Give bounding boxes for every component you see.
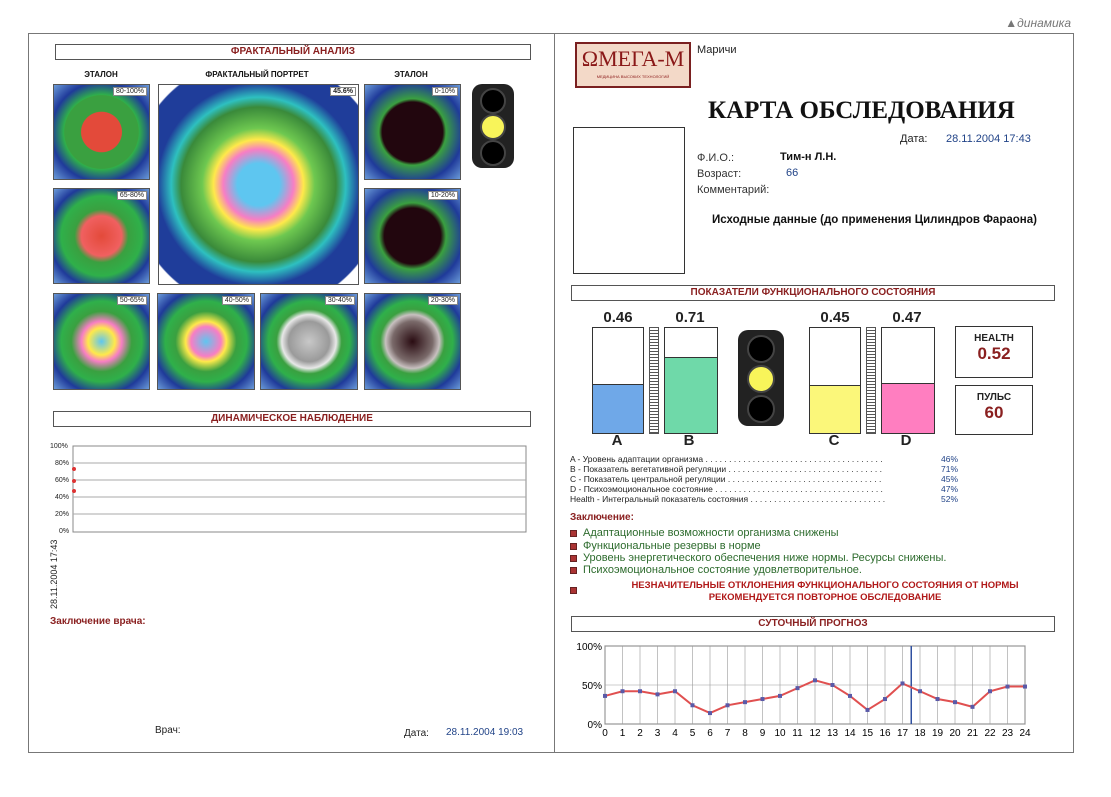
conclusion-item: Психоэмоциональное состояние удовлетворительное. bbox=[570, 564, 862, 576]
forecast-point bbox=[673, 689, 677, 693]
etalon-tile-30-40 bbox=[260, 293, 358, 390]
dynamic-date-label: 28.11.2004 17:43 bbox=[49, 539, 59, 609]
forecast-x-tick: 22 bbox=[984, 728, 996, 739]
dynamic-chart bbox=[45, 442, 535, 542]
forecast-x-tick: 7 bbox=[724, 728, 731, 739]
bar-a-value: 0.46 bbox=[603, 309, 633, 326]
bar-b-letter: B bbox=[683, 432, 695, 449]
forecast-x-tick: 18 bbox=[914, 728, 926, 739]
warning-line-2: РЕКОМЕНДУЕТСЯ ПОВТОРНОЕ ОБСЛЕДОВАНИЕ bbox=[708, 592, 942, 603]
fractal-portrait-caption: ФРАКТАЛЬНЫЙ ПОРТРЕТ bbox=[205, 70, 309, 79]
bar-d-fill bbox=[882, 383, 934, 433]
dynamic-y-tick-60: 60% bbox=[55, 477, 70, 484]
etalon-tile-0-10 bbox=[364, 84, 461, 180]
forecast-point bbox=[796, 686, 800, 690]
forecast-x-tick: 9 bbox=[759, 728, 766, 739]
exam-date-label: Дата: bbox=[900, 133, 928, 145]
yellow-lamp bbox=[480, 114, 506, 140]
forecast-point bbox=[953, 700, 957, 704]
health-label: HEALTH bbox=[974, 333, 1014, 344]
tile-label: 65-80% bbox=[117, 191, 147, 200]
forecast-point bbox=[726, 703, 730, 707]
dynamic-y-tick-0: 0% bbox=[59, 528, 70, 535]
traffic-light-icon bbox=[738, 330, 784, 426]
forecast-x-tick: 1 bbox=[619, 728, 626, 739]
forecast-point bbox=[971, 705, 975, 709]
forecast-point bbox=[866, 708, 870, 712]
forecast-point bbox=[691, 703, 695, 707]
bar-c-letter: C bbox=[828, 432, 840, 449]
tile-label: 40-50% bbox=[222, 296, 252, 305]
conclusion-label: Заключение: bbox=[570, 512, 634, 523]
health-value: 0.52 bbox=[977, 344, 1011, 363]
bar-a-tube bbox=[592, 327, 644, 434]
forecast-point bbox=[1006, 685, 1010, 689]
tile-label: 0-10% bbox=[432, 87, 458, 96]
forecast-point bbox=[621, 689, 625, 693]
tile-label: 20-30% bbox=[428, 296, 458, 305]
bar-scale-ruler bbox=[649, 327, 659, 434]
forecast-x-tick: 23 bbox=[1001, 728, 1014, 739]
warning-bullet bbox=[570, 582, 583, 600]
age-label: Возраст: bbox=[697, 168, 742, 180]
forecast-x-tick: 16 bbox=[879, 728, 891, 739]
pulse-value: 60 bbox=[984, 403, 1004, 422]
watermark-text: динамика bbox=[1017, 16, 1071, 30]
traffic-light-icon bbox=[472, 84, 514, 168]
forecast-point bbox=[656, 692, 660, 696]
logo-subtitle: МЕДИЦИНА ВЫСОКИХ ТЕХНОЛОГИЙ bbox=[596, 74, 670, 79]
tile-label: 30-40% bbox=[325, 296, 355, 305]
fio-label: Ф.И.О.: bbox=[697, 152, 735, 164]
dynamic-observation-header: ДИНАМИЧЕСКОЕ НАБЛЮДЕНИЕ bbox=[53, 411, 531, 427]
left-date-label: Дата: bbox=[404, 728, 429, 739]
dynamic-chart-svg bbox=[45, 442, 535, 542]
forecast-x-tick: 4 bbox=[672, 728, 678, 739]
bar-c-value: 0.45 bbox=[820, 309, 850, 326]
tile-label: 80-100% bbox=[113, 87, 147, 96]
forecast-x-tick: 6 bbox=[707, 728, 713, 739]
portrait-percent: 45.6% bbox=[330, 87, 356, 96]
forecast-point bbox=[988, 689, 992, 693]
legend-row: D - Психоэмоциональное состояние . . . . . . . . . . . . . . . . . . . . . . . . . . . . . . . . . . . . 47% bbox=[570, 484, 958, 494]
watermark-logo: ▲динамика bbox=[1005, 16, 1071, 30]
forecast-x-tick: 13 bbox=[826, 728, 839, 739]
bar-d-letter: D bbox=[900, 432, 912, 449]
legend-row: A - Уровень адаптации организма . . . . . . . . . . . . . . . . . . . . . . . . . . . . . . . . . . . . . . 46% bbox=[570, 454, 958, 464]
red-lamp bbox=[480, 88, 506, 114]
daily-forecast-header: СУТОЧНЫЙ ПРОГНОЗ bbox=[571, 616, 1055, 632]
dynamic-y-tick-20: 20% bbox=[55, 511, 70, 518]
forecast-x-tick: 17 bbox=[896, 728, 909, 739]
forecast-x-tick: 11 bbox=[792, 728, 803, 739]
etalon-tile-50-65 bbox=[53, 293, 150, 390]
forecast-point bbox=[603, 694, 607, 698]
health-box bbox=[955, 326, 1033, 378]
bar-b-fill bbox=[665, 357, 717, 433]
warning-line-1: НЕЗНАЧИТЕЛЬНЫЕ ОТКЛОНЕНИЯ ФУНКЦИОНАЛЬНОГО СОСТОЯНИЯ ОТ НОРМЫ bbox=[631, 580, 1019, 591]
etalon-tile-65-80 bbox=[53, 188, 150, 284]
forecast-x-tick: 0 bbox=[602, 728, 608, 739]
legend-row: B - Показатель вегетативной регуляции . . . . . . . . . . . . . . . . . . . . . . . . . . . . . . . . . 71% bbox=[570, 464, 958, 474]
forecast-x-tick: 24 bbox=[1019, 728, 1031, 739]
forecast-y-tick: 100% bbox=[576, 642, 602, 653]
bar-scale-ruler bbox=[866, 327, 876, 434]
omega-logo bbox=[575, 42, 691, 88]
green-lamp bbox=[480, 140, 506, 166]
forecast-point bbox=[638, 689, 642, 693]
organization-name: Маричи bbox=[697, 44, 737, 56]
forecast-x-tick: 21 bbox=[966, 728, 979, 739]
comment-label: Комментарий: bbox=[697, 184, 770, 196]
conclusion-item: Функциональные резервы в норме bbox=[570, 540, 761, 552]
forecast-point bbox=[848, 694, 852, 698]
forecast-point bbox=[831, 683, 835, 687]
comment-value: Исходные данные (до применения Цилиндров Фараона) bbox=[712, 214, 1037, 226]
forecast-point bbox=[936, 697, 940, 701]
fio-value: Тим-н Л.Н. bbox=[780, 151, 837, 163]
etalon-left-caption: ЭТАЛОН bbox=[84, 70, 118, 79]
forecast-point bbox=[813, 678, 817, 682]
forecast-x-tick: 15 bbox=[861, 728, 874, 739]
logo-text: ΩМЕГА-М bbox=[581, 46, 685, 71]
forecast-point bbox=[761, 697, 765, 701]
doctor-label: Врач: bbox=[155, 725, 181, 736]
pulse-label: ПУЛЬС bbox=[976, 392, 1012, 403]
tile-label: 50-65% bbox=[117, 296, 147, 305]
bar-d-tube bbox=[881, 327, 935, 434]
forecast-x-tick: 2 bbox=[637, 728, 643, 739]
bar-b-value: 0.71 bbox=[675, 309, 705, 326]
tile-label: 10-20% bbox=[428, 191, 458, 200]
dynamic-y-tick-80: 80% bbox=[55, 460, 70, 467]
yellow-lamp bbox=[747, 365, 775, 393]
forecast-x-tick: 14 bbox=[844, 728, 856, 739]
exam-date-value: 28.11.2004 17:43 bbox=[946, 133, 1031, 145]
daily-forecast-chart bbox=[560, 638, 1060, 744]
forecast-point bbox=[901, 681, 905, 685]
forecast-y-tick: 50% bbox=[581, 681, 602, 692]
forecast-x-tick: 5 bbox=[689, 728, 696, 739]
etalon-tile-20-30 bbox=[364, 293, 461, 390]
etalon-tile-10-20 bbox=[364, 188, 461, 284]
age-value: 66 bbox=[786, 167, 799, 179]
conclusion-item: Уровень энергетического обеспечения ниже нормы. Ресурсы снижены. bbox=[570, 552, 946, 564]
etalon-right-caption: ЭТАЛОН bbox=[394, 70, 428, 79]
forecast-point bbox=[883, 697, 887, 701]
fractal-analysis-header: ФРАКТАЛЬНЫЙ АНАЛИЗ bbox=[55, 44, 531, 60]
legend-row: C - Показатель центральной регуляции . . . . . . . . . . . . . . . . . . . . . . . . . . . . . . . . . 45% bbox=[570, 474, 958, 484]
etalon-tile-40-50 bbox=[157, 293, 255, 390]
bar-a-fill bbox=[593, 384, 643, 433]
forecast-point bbox=[918, 689, 922, 693]
forecast-x-tick: 8 bbox=[742, 728, 748, 739]
functional-indicators-header: ПОКАЗАТЕЛИ ФУНКЦИОНАЛЬНОГО СОСТОЯНИЯ bbox=[571, 285, 1055, 301]
forecast-point bbox=[778, 694, 782, 698]
forecast-x-tick: 19 bbox=[931, 728, 944, 739]
etalon-tile-80-100 bbox=[53, 84, 150, 180]
forecast-x-tick: 12 bbox=[809, 728, 821, 739]
fractal-portrait-image bbox=[158, 84, 359, 285]
left-date-value: 28.11.2004 19:03 bbox=[446, 727, 524, 738]
forecast-x-tick: 10 bbox=[774, 728, 786, 739]
bar-c-tube bbox=[809, 327, 861, 434]
green-lamp bbox=[747, 395, 775, 423]
bar-a-letter: A bbox=[611, 432, 623, 449]
photo-placeholder bbox=[573, 127, 685, 274]
forecast-y-tick: 0% bbox=[587, 720, 602, 731]
legend-row: Health - Интегральный показатель состояния . . . . . . . . . . . . . . . . . . . . . . . . . . . . . 52% bbox=[570, 494, 958, 504]
page-title: КАРТА ОБСЛЕДОВАНИЯ bbox=[708, 97, 1015, 124]
forecast-x-tick: 3 bbox=[654, 728, 661, 739]
bar-d-value: 0.47 bbox=[892, 309, 922, 326]
forecast-point bbox=[708, 711, 712, 715]
doctor-conclusion-label: Заключение врача: bbox=[50, 616, 146, 627]
forecast-point bbox=[1023, 685, 1027, 689]
dynamic-y-tick-40: 40% bbox=[55, 494, 70, 501]
red-lamp bbox=[747, 335, 775, 363]
forecast-point bbox=[743, 700, 747, 704]
conclusion-item: Адаптационные возможности организма снижены bbox=[570, 527, 839, 539]
dynamic-y-tick-100: 100% bbox=[50, 443, 68, 450]
forecast-x-tick: 20 bbox=[949, 728, 961, 739]
pulse-box bbox=[955, 385, 1033, 435]
bar-b-tube bbox=[664, 327, 718, 434]
bar-c-fill bbox=[810, 385, 860, 433]
